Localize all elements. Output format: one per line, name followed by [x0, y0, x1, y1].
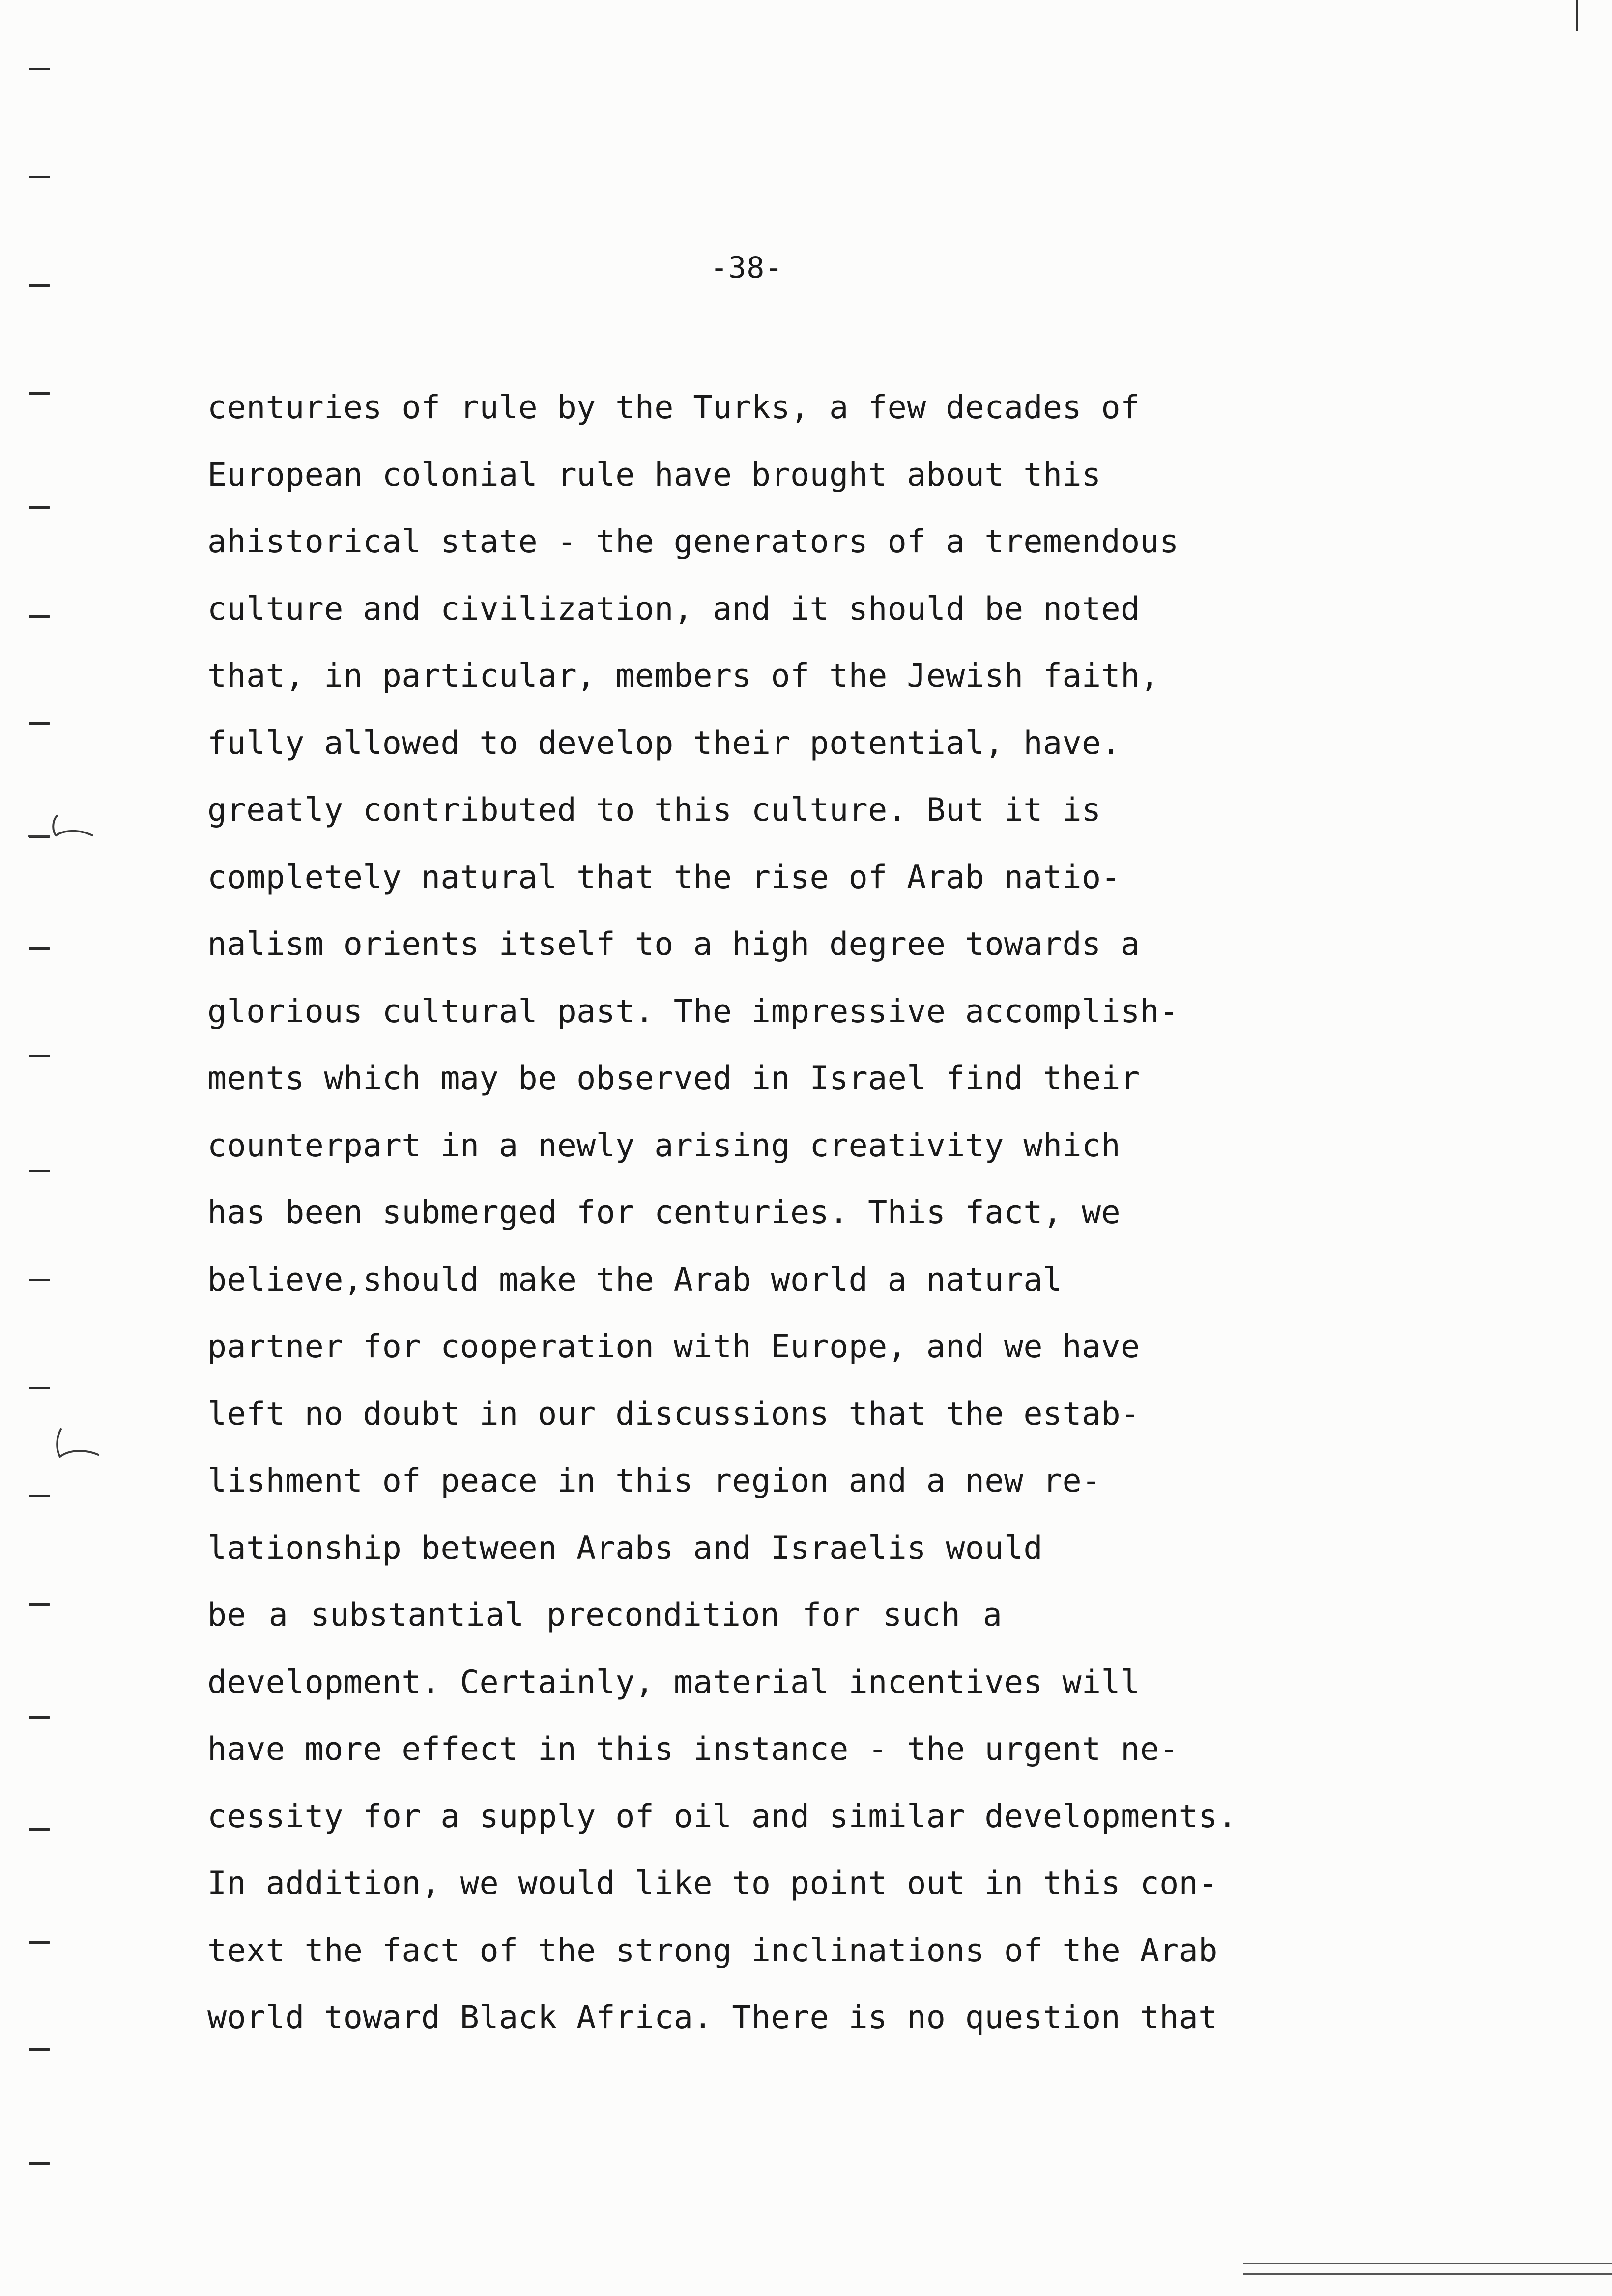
text-line: lationship between Arabs and Israelis would: [207, 1530, 1043, 1567]
margin-tick-mark: [29, 68, 50, 70]
margin-tick-mark: [29, 1603, 50, 1606]
text-line: cessity for a supply of oil and similar developments.: [207, 1798, 1238, 1835]
bottom-rule: [1243, 2263, 1612, 2264]
margin-tick-mark: [29, 2162, 50, 2165]
margin-tick-mark: [29, 1716, 50, 1719]
text-line: has been submerged for centuries. This fact, we: [207, 1194, 1121, 1231]
text-line: that, in particular, members of the Jewish faith,: [207, 658, 1160, 694]
margin-tick-mark: [29, 1279, 50, 1281]
text-line: nalism orients itself to a high degree towards a: [207, 926, 1140, 963]
margin-tick-mark: [29, 1170, 50, 1172]
text-line: left no doubt in our discussions that the estab-: [207, 1396, 1140, 1433]
margin-tick-mark: [29, 722, 50, 725]
text-line: In addition, we would like to point out in this con-: [207, 1865, 1218, 1902]
text-line: ments which may be observed in Israel find their: [207, 1060, 1140, 1097]
bottom-rule: [1243, 2273, 1612, 2275]
margin-tick-mark: [29, 1828, 50, 1831]
margin-tick-mark: [29, 1495, 50, 1497]
text-line: lishment of peace in this region and a new re-: [207, 1463, 1101, 1499]
margin-tick-mark: [29, 615, 50, 618]
page-number: -38-: [710, 251, 783, 285]
text-line: culture and civilization, and it should be noted: [207, 591, 1140, 628]
text-line: believe,should make the Arab world a natural: [207, 1262, 1063, 1298]
text-line: fully allowed to develop their potential, have.: [207, 725, 1121, 762]
page-edge-rule: [1576, 0, 1578, 31]
margin-curl-mark: [24, 801, 97, 855]
margin-tick-mark: [29, 947, 50, 950]
margin-tick-mark: [29, 284, 50, 287]
text-line: European colonial rule have brought about this: [207, 457, 1101, 493]
text-line: completely natural that the rise of Arab natio-: [207, 859, 1121, 896]
text-line: ahistorical state - the generators of a tremendous: [207, 523, 1179, 560]
text-line: greatly contributed to this culture. But it is: [207, 792, 1101, 829]
text-line: centuries of rule by the Turks, a few decades of: [207, 389, 1140, 426]
margin-tick-mark: [29, 1055, 50, 1057]
margin-tick-mark: [29, 1387, 50, 1389]
text-line: be a substantial precondition for such a: [207, 1597, 1003, 1634]
text-line: text the fact of the strong inclinations of the Arab: [207, 1932, 1218, 1969]
margin-tick-mark: [29, 392, 50, 395]
text-line: counterpart in a newly arising creativity which: [207, 1127, 1121, 1164]
text-line: development. Certainly, material incentives will: [207, 1664, 1140, 1701]
margin-curl-mark: [45, 1420, 104, 1474]
text-line: world toward Black Africa. There is no question that: [207, 1999, 1218, 2036]
margin-tick-mark: [29, 2048, 50, 2051]
text-line: partner for cooperation with Europe, and we have: [207, 1328, 1140, 1365]
margin-tick-mark: [29, 1941, 50, 1944]
text-line: glorious cultural past. The impressive accomplish-: [207, 993, 1179, 1030]
text-line: have more effect in this instance - the urgent ne-: [207, 1731, 1179, 1768]
margin-tick-mark: [29, 506, 50, 509]
margin-tick-mark: [29, 176, 50, 178]
